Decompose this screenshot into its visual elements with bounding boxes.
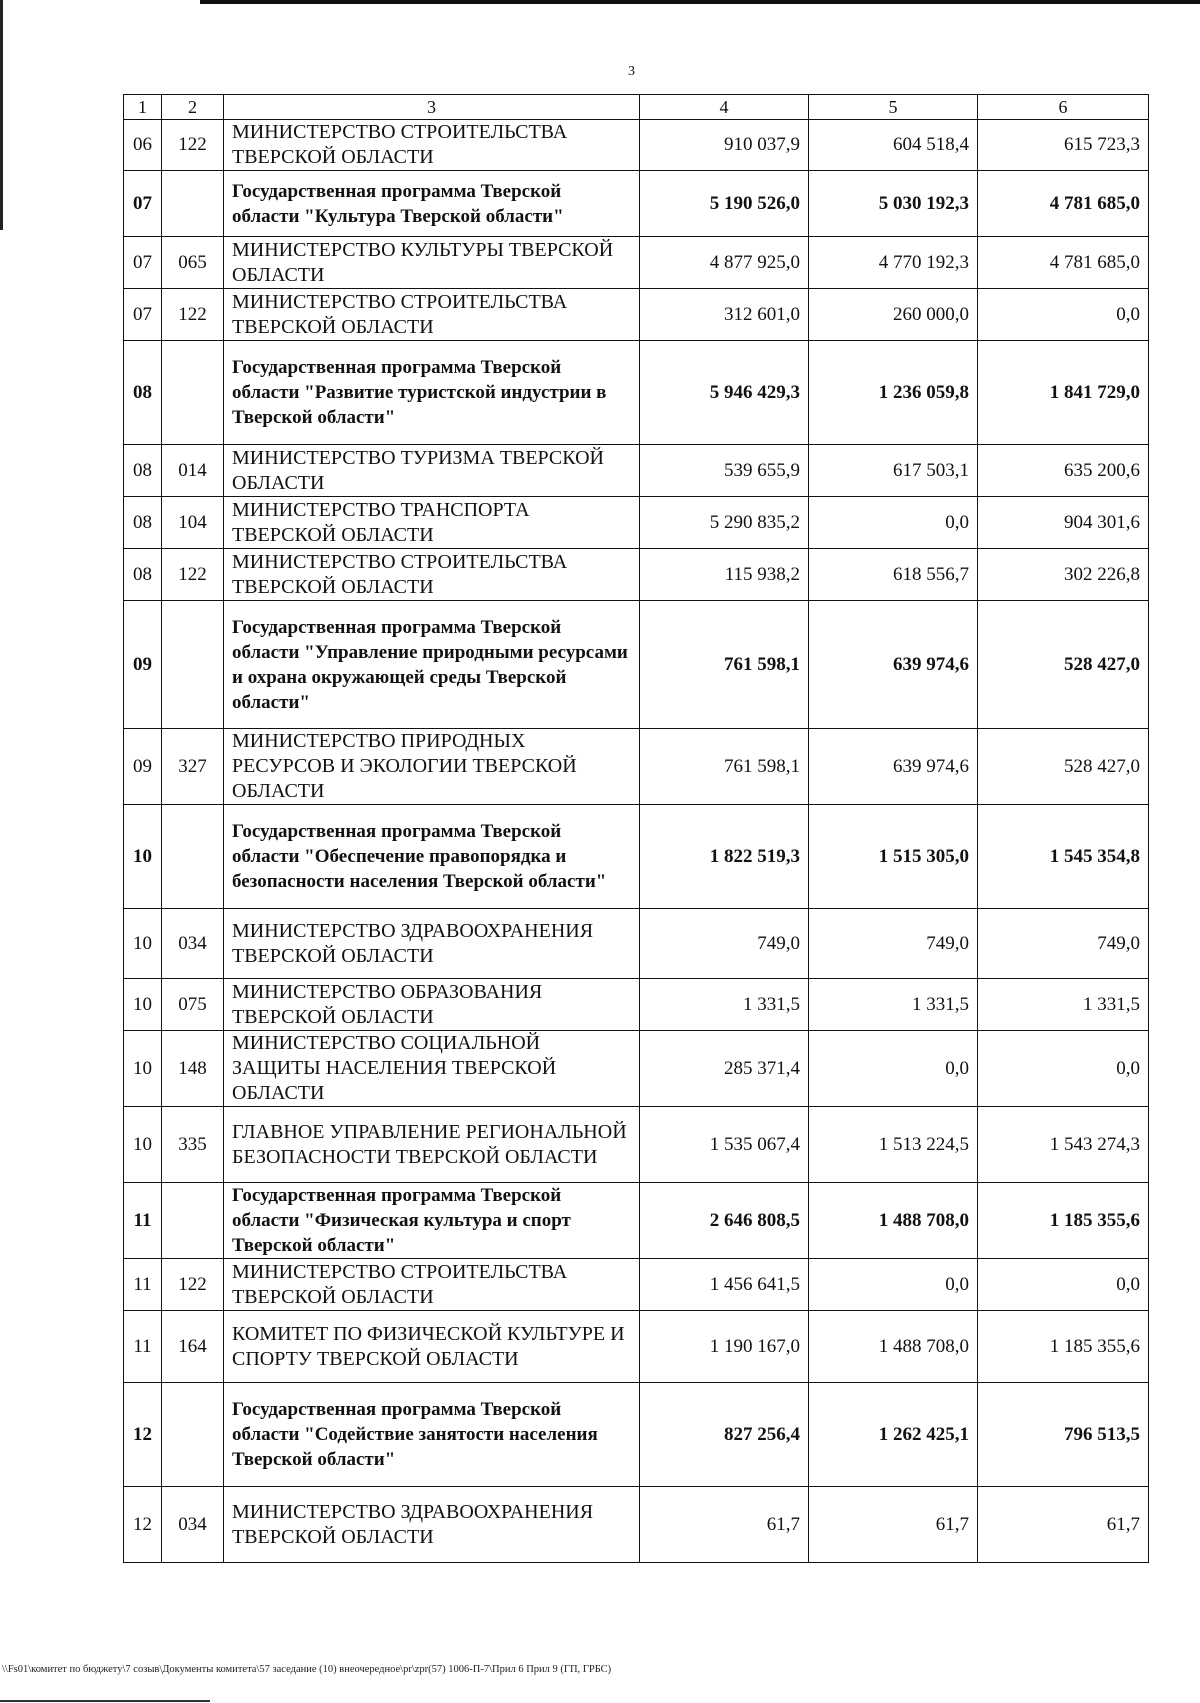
value-col6-cell: 1 543 274,3 [978,1107,1149,1183]
value-col5-cell: 0,0 [809,497,978,549]
program-row [124,171,1149,237]
program-code-cell: 07 [124,171,162,237]
value-col6-cell: 4 781 685,0 [978,171,1149,237]
name-cell: Государственная программа Тверской области "Содействие занятости населения Тверской области" [224,1383,640,1487]
name-cell: МИНИСТЕРСТВО ПРИРОДНЫХ РЕСУРСОВ И ЭКОЛОГИИ ТВЕРСКОЙ ОБЛАСТИ [224,729,640,805]
name-cell: МИНИСТЕРСТВО СТРОИТЕЛЬСТВА ТВЕРСКОЙ ОБЛАСТИ [224,1259,640,1311]
name-cell: МИНИСТЕРСТВО ЗДРАВООХРАНЕНИЯ ТВЕРСКОЙ ОБЛАСТИ [224,1487,640,1563]
grbs-code-cell: 104 [162,497,224,549]
grbs-code-cell: 164 [162,1311,224,1383]
program-code-cell: 10 [124,1107,162,1183]
grbs-code-cell [162,1183,224,1259]
grbs-code-cell: 075 [162,979,224,1031]
program-code-cell: 07 [124,289,162,341]
value-col6-cell: 749,0 [978,909,1149,979]
value-col5-cell: 1 513 224,5 [809,1107,978,1183]
program-code-cell: 08 [124,497,162,549]
program-code-cell: 11 [124,1183,162,1259]
program-row [124,1383,1149,1487]
name-cell: КОМИТЕТ ПО ФИЗИЧЕСКОЙ КУЛЬТУРЕ И СПОРТУ ТВЕРСКОЙ ОБЛАСТИ [224,1311,640,1383]
ministry-row [124,1107,1149,1183]
column-header: 3 [224,95,640,120]
name-cell: МИНИСТЕРСТВО ТРАНСПОРТА ТВЕРСКОЙ ОБЛАСТИ [224,497,640,549]
name-cell: Государственная программа Тверской области "Управление природными ресурсами и охрана окружающей среды Тверской области" [224,601,640,729]
grbs-code-cell: 148 [162,1031,224,1107]
program-row [124,341,1149,445]
name-cell: Государственная программа Тверской области "Обеспечение правопорядка и безопасности населения Тверской области" [224,805,640,909]
ministry-row [124,1311,1149,1383]
header-row [124,95,1149,120]
program-code-cell: 10 [124,909,162,979]
value-col4-cell: 1 535 067,4 [640,1107,809,1183]
value-col6-cell: 302 226,8 [978,549,1149,601]
value-col4-cell: 5 190 526,0 [640,171,809,237]
ministry-row [124,445,1149,497]
program-code-cell: 09 [124,729,162,805]
ministry-row [124,549,1149,601]
ministry-row [124,729,1149,805]
value-col6-cell: 1 331,5 [978,979,1149,1031]
program-row [124,601,1149,729]
value-col5-cell: 260 000,0 [809,289,978,341]
program-code-cell: 11 [124,1259,162,1311]
program-row [124,1183,1149,1259]
name-cell: ГЛАВНОЕ УПРАВЛЕНИЕ РЕГИОНАЛЬНОЙ БЕЗОПАСНОСТИ ТВЕРСКОЙ ОБЛАСТИ [224,1107,640,1183]
column-header: 4 [640,95,809,120]
value-col4-cell: 1 331,5 [640,979,809,1031]
ministry-row [124,237,1149,289]
value-col4-cell: 749,0 [640,909,809,979]
value-col4-cell: 115 938,2 [640,549,809,601]
program-code-cell: 06 [124,120,162,171]
grbs-code-cell: 065 [162,237,224,289]
name-cell: МИНИСТЕРСТВО ЗДРАВООХРАНЕНИЯ ТВЕРСКОЙ ОБЛАСТИ [224,909,640,979]
program-code-cell: 07 [124,237,162,289]
value-col4-cell: 312 601,0 [640,289,809,341]
program-code-cell: 12 [124,1487,162,1563]
value-col6-cell: 796 513,5 [978,1383,1149,1487]
program-code-cell: 08 [124,341,162,445]
program-code-cell: 12 [124,1383,162,1487]
value-col4-cell: 61,7 [640,1487,809,1563]
scan-left-border [0,0,3,230]
value-col5-cell: 4 770 192,3 [809,237,978,289]
value-col6-cell: 615 723,3 [978,120,1149,171]
name-cell: МИНИСТЕРСТВО СТРОИТЕЛЬСТВА ТВЕРСКОЙ ОБЛАСТИ [224,289,640,341]
value-col4-cell: 1 822 519,3 [640,805,809,909]
value-col4-cell: 761 598,1 [640,729,809,805]
value-col4-cell: 539 655,9 [640,445,809,497]
value-col4-cell: 2 646 808,5 [640,1183,809,1259]
ministry-row [124,120,1149,171]
ministry-row [124,289,1149,341]
program-code-cell: 09 [124,601,162,729]
program-code-cell: 10 [124,1031,162,1107]
value-col4-cell: 4 877 925,0 [640,237,809,289]
grbs-code-cell: 034 [162,1487,224,1563]
grbs-code-cell [162,171,224,237]
value-col5-cell: 1 488 708,0 [809,1183,978,1259]
value-col4-cell: 5 946 429,3 [640,341,809,445]
column-header: 2 [162,95,224,120]
value-col6-cell: 635 200,6 [978,445,1149,497]
name-cell: МИНИСТЕРСТВО ОБРАЗОВАНИЯ ТВЕРСКОЙ ОБЛАСТИ [224,979,640,1031]
name-cell: МИНИСТЕРСТВО СОЦИАЛЬНОЙ ЗАЩИТЫ НАСЕЛЕНИЯ ТВЕРСКОЙ ОБЛАСТИ [224,1031,640,1107]
value-col6-cell: 1 185 355,6 [978,1311,1149,1383]
scan-bottom-border [0,1700,210,1702]
grbs-code-cell: 122 [162,120,224,171]
value-col6-cell: 1 841 729,0 [978,341,1149,445]
scan-top-border [200,0,1200,4]
value-col4-cell: 285 371,4 [640,1031,809,1107]
name-cell: МИНИСТЕРСТВО КУЛЬТУРЫ ТВЕРСКОЙ ОБЛАСТИ [224,237,640,289]
column-header: 5 [809,95,978,120]
grbs-code-cell: 327 [162,729,224,805]
name-cell: Государственная программа Тверской области "Физическая культура и спорт Тверской области" [224,1183,640,1259]
value-col5-cell: 0,0 [809,1259,978,1311]
name-cell: Государственная программа Тверской области "Культура Тверской области" [224,171,640,237]
name-cell: МИНИСТЕРСТВО СТРОИТЕЛЬСТВА ТВЕРСКОЙ ОБЛАСТИ [224,120,640,171]
value-col6-cell: 1 185 355,6 [978,1183,1149,1259]
value-col4-cell: 1 456 641,5 [640,1259,809,1311]
value-col5-cell: 0,0 [809,1031,978,1107]
value-col5-cell: 639 974,6 [809,601,978,729]
file-path-footer: \\Fs01\комитет по бюджету\7 созыв\Документы комитета\57 заседание (10) внеочередное\pr\zpr(57) 1006-П-7\Прил 6 Прил 9 (ГП, ГРБС) [2,1664,612,1675]
grbs-code-cell: 335 [162,1107,224,1183]
value-col5-cell: 749,0 [809,909,978,979]
value-col5-cell: 1 515 305,0 [809,805,978,909]
grbs-code-cell [162,805,224,909]
grbs-code-cell [162,601,224,729]
value-col4-cell: 761 598,1 [640,601,809,729]
value-col5-cell: 1 262 425,1 [809,1383,978,1487]
value-col5-cell: 618 556,7 [809,549,978,601]
program-code-cell: 11 [124,1311,162,1383]
program-row [124,805,1149,909]
value-col6-cell: 4 781 685,0 [978,237,1149,289]
grbs-code-cell [162,341,224,445]
ministry-row [124,909,1149,979]
name-cell: МИНИСТЕРСТВО СТРОИТЕЛЬСТВА ТВЕРСКОЙ ОБЛАСТИ [224,549,640,601]
value-col4-cell: 910 037,9 [640,120,809,171]
value-col5-cell: 5 030 192,3 [809,171,978,237]
value-col5-cell: 617 503,1 [809,445,978,497]
name-cell: Государственная программа Тверской области "Развитие туристской индустрии в Тверской области" [224,341,640,445]
value-col5-cell: 61,7 [809,1487,978,1563]
value-col5-cell: 1 331,5 [809,979,978,1031]
page-number: 3 [628,64,635,79]
grbs-code-cell: 122 [162,289,224,341]
value-col4-cell: 5 290 835,2 [640,497,809,549]
value-col6-cell: 904 301,6 [978,497,1149,549]
value-col5-cell: 1 488 708,0 [809,1311,978,1383]
value-col6-cell: 0,0 [978,1031,1149,1107]
grbs-code-cell: 034 [162,909,224,979]
grbs-code-cell: 122 [162,549,224,601]
program-code-cell: 10 [124,805,162,909]
value-col6-cell: 528 427,0 [978,729,1149,805]
value-col6-cell: 0,0 [978,1259,1149,1311]
grbs-code-cell [162,1383,224,1487]
value-col5-cell: 639 974,6 [809,729,978,805]
value-col6-cell: 528 427,0 [978,601,1149,729]
ministry-row [124,497,1149,549]
grbs-code-cell: 122 [162,1259,224,1311]
value-col4-cell: 1 190 167,0 [640,1311,809,1383]
grbs-code-cell: 014 [162,445,224,497]
program-code-cell: 08 [124,549,162,601]
ministry-row [124,1487,1149,1563]
budget-table [123,94,1149,1563]
ministry-row [124,1031,1149,1107]
name-cell: МИНИСТЕРСТВО ТУРИЗМА ТВЕРСКОЙ ОБЛАСТИ [224,445,640,497]
ministry-row [124,979,1149,1031]
value-col6-cell: 1 545 354,8 [978,805,1149,909]
value-col6-cell: 61,7 [978,1487,1149,1563]
program-code-cell: 10 [124,979,162,1031]
column-header: 1 [124,95,162,120]
column-header: 6 [978,95,1149,120]
value-col5-cell: 1 236 059,8 [809,341,978,445]
program-code-cell: 08 [124,445,162,497]
value-col4-cell: 827 256,4 [640,1383,809,1487]
ministry-row [124,1259,1149,1311]
value-col5-cell: 604 518,4 [809,120,978,171]
value-col6-cell: 0,0 [978,289,1149,341]
